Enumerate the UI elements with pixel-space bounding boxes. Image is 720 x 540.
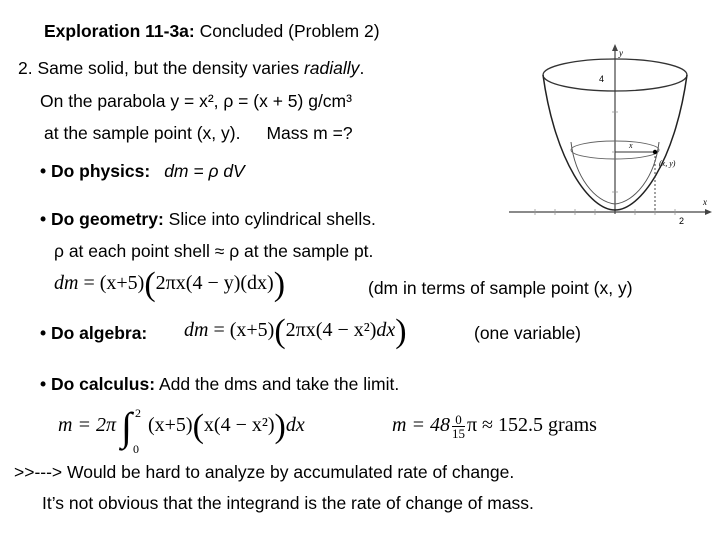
geometry-label: • Do geometry: [40, 209, 164, 229]
footer-line-2: It’s not obvious that the integrand is the rate of change of mass. [42, 493, 534, 513]
sample-point [653, 150, 657, 154]
eq3-dx: dx [285, 414, 305, 436]
geometry-step [40, 208, 376, 230]
geometry-text: Slice into cylindrical shells. [163, 209, 376, 229]
eq4-fraction [452, 413, 465, 440]
y-axis-arrow [612, 44, 618, 51]
eq4-rest: π ≈ 152.5 grams [466, 414, 597, 436]
eq1-height: (4 − y) [185, 272, 241, 294]
mass-question: Mass m =? [266, 123, 353, 143]
eq2-lhs: dm [184, 319, 209, 341]
geometry-note: (dm in terms of sample point (x, y) [368, 278, 633, 298]
eq1-thickness: (dx) [240, 272, 274, 294]
paraboloid-figure [505, 42, 720, 247]
y-axis-label: y [619, 48, 623, 58]
eq4-denominator: 15 [451, 425, 465, 441]
algebra-note: (one variable) [474, 323, 581, 343]
integral-upper-limit: 2 [134, 406, 141, 420]
calculus-text: Add the dms and take the limit. [155, 374, 400, 394]
problem-line-1-text: 2. Same solid, but the density varies [18, 58, 304, 78]
equation-dm-one-variable: dm = (x+5)(2πx(4 − x²)dx) [184, 313, 407, 350]
sample-point-label: (x, y) [659, 159, 676, 168]
integral-lower-limit: 0 [132, 442, 139, 456]
eq1-density: (x+5) [99, 272, 145, 294]
eq2-dx: dx [376, 319, 396, 341]
calculus-step [40, 373, 399, 395]
eq1-circumference: 2πx [155, 272, 186, 294]
eq4-numerator: 0 [452, 413, 465, 427]
eq3-lhs: m = 2π [58, 414, 116, 436]
x-tick-label: 2 [679, 216, 685, 226]
problem-line-3 [44, 122, 353, 144]
title-rest: Concluded (Problem 2) [194, 21, 380, 41]
physics-equation: dm = ρ dV [164, 161, 245, 181]
eq2-circumference: 2πx [285, 319, 316, 341]
geometry-line-2: ρ at each point shell ≈ ρ at the sample pt. [54, 241, 374, 261]
footer-line-1: >>---> Would be hard to analyze by accumulated rate of change. [14, 462, 515, 482]
eq2-height: (4 − x²) [315, 319, 377, 341]
integral-sign: ∫ [120, 404, 132, 449]
y-tick-label: 4 [599, 74, 605, 84]
physics-step [40, 160, 245, 182]
x-marker-label: x [629, 141, 633, 150]
physics-label: • Do physics: [40, 161, 151, 181]
eq4-lhs: m = 48 [392, 414, 450, 436]
calculus-label: • Do calculus: [40, 374, 156, 394]
eq1-lhs: dm [54, 272, 79, 294]
problem-line-1-end: . [359, 58, 365, 78]
equation-result [392, 412, 597, 440]
x-axis-label: x [703, 197, 707, 207]
eq2-density: (x+5) [229, 319, 275, 341]
problem-line-1 [18, 57, 364, 79]
problem-line-3-text: at the sample point (x, y). [44, 123, 241, 143]
x-axis-arrow [705, 209, 712, 215]
eq3-shell: x(4 − x²) [203, 414, 275, 436]
problem-line-2: On the parabola y = x², ρ = (x + 5) g/cm³ [40, 91, 352, 111]
equation-dm-shell: dm = (x+5)(2πx(4 − y)(dx)) [54, 266, 286, 303]
algebra-label: • Do algebra: [40, 323, 148, 343]
equation-integral: m = 2π ∫ 2 0 (x+5)(x(4 − x²))dx [58, 412, 305, 440]
eq3-density: (x+5) [147, 414, 193, 436]
page-title [44, 20, 380, 42]
title-bold: Exploration 11-3a: [44, 21, 195, 41]
problem-line-1-emphasis: radially [303, 58, 360, 78]
